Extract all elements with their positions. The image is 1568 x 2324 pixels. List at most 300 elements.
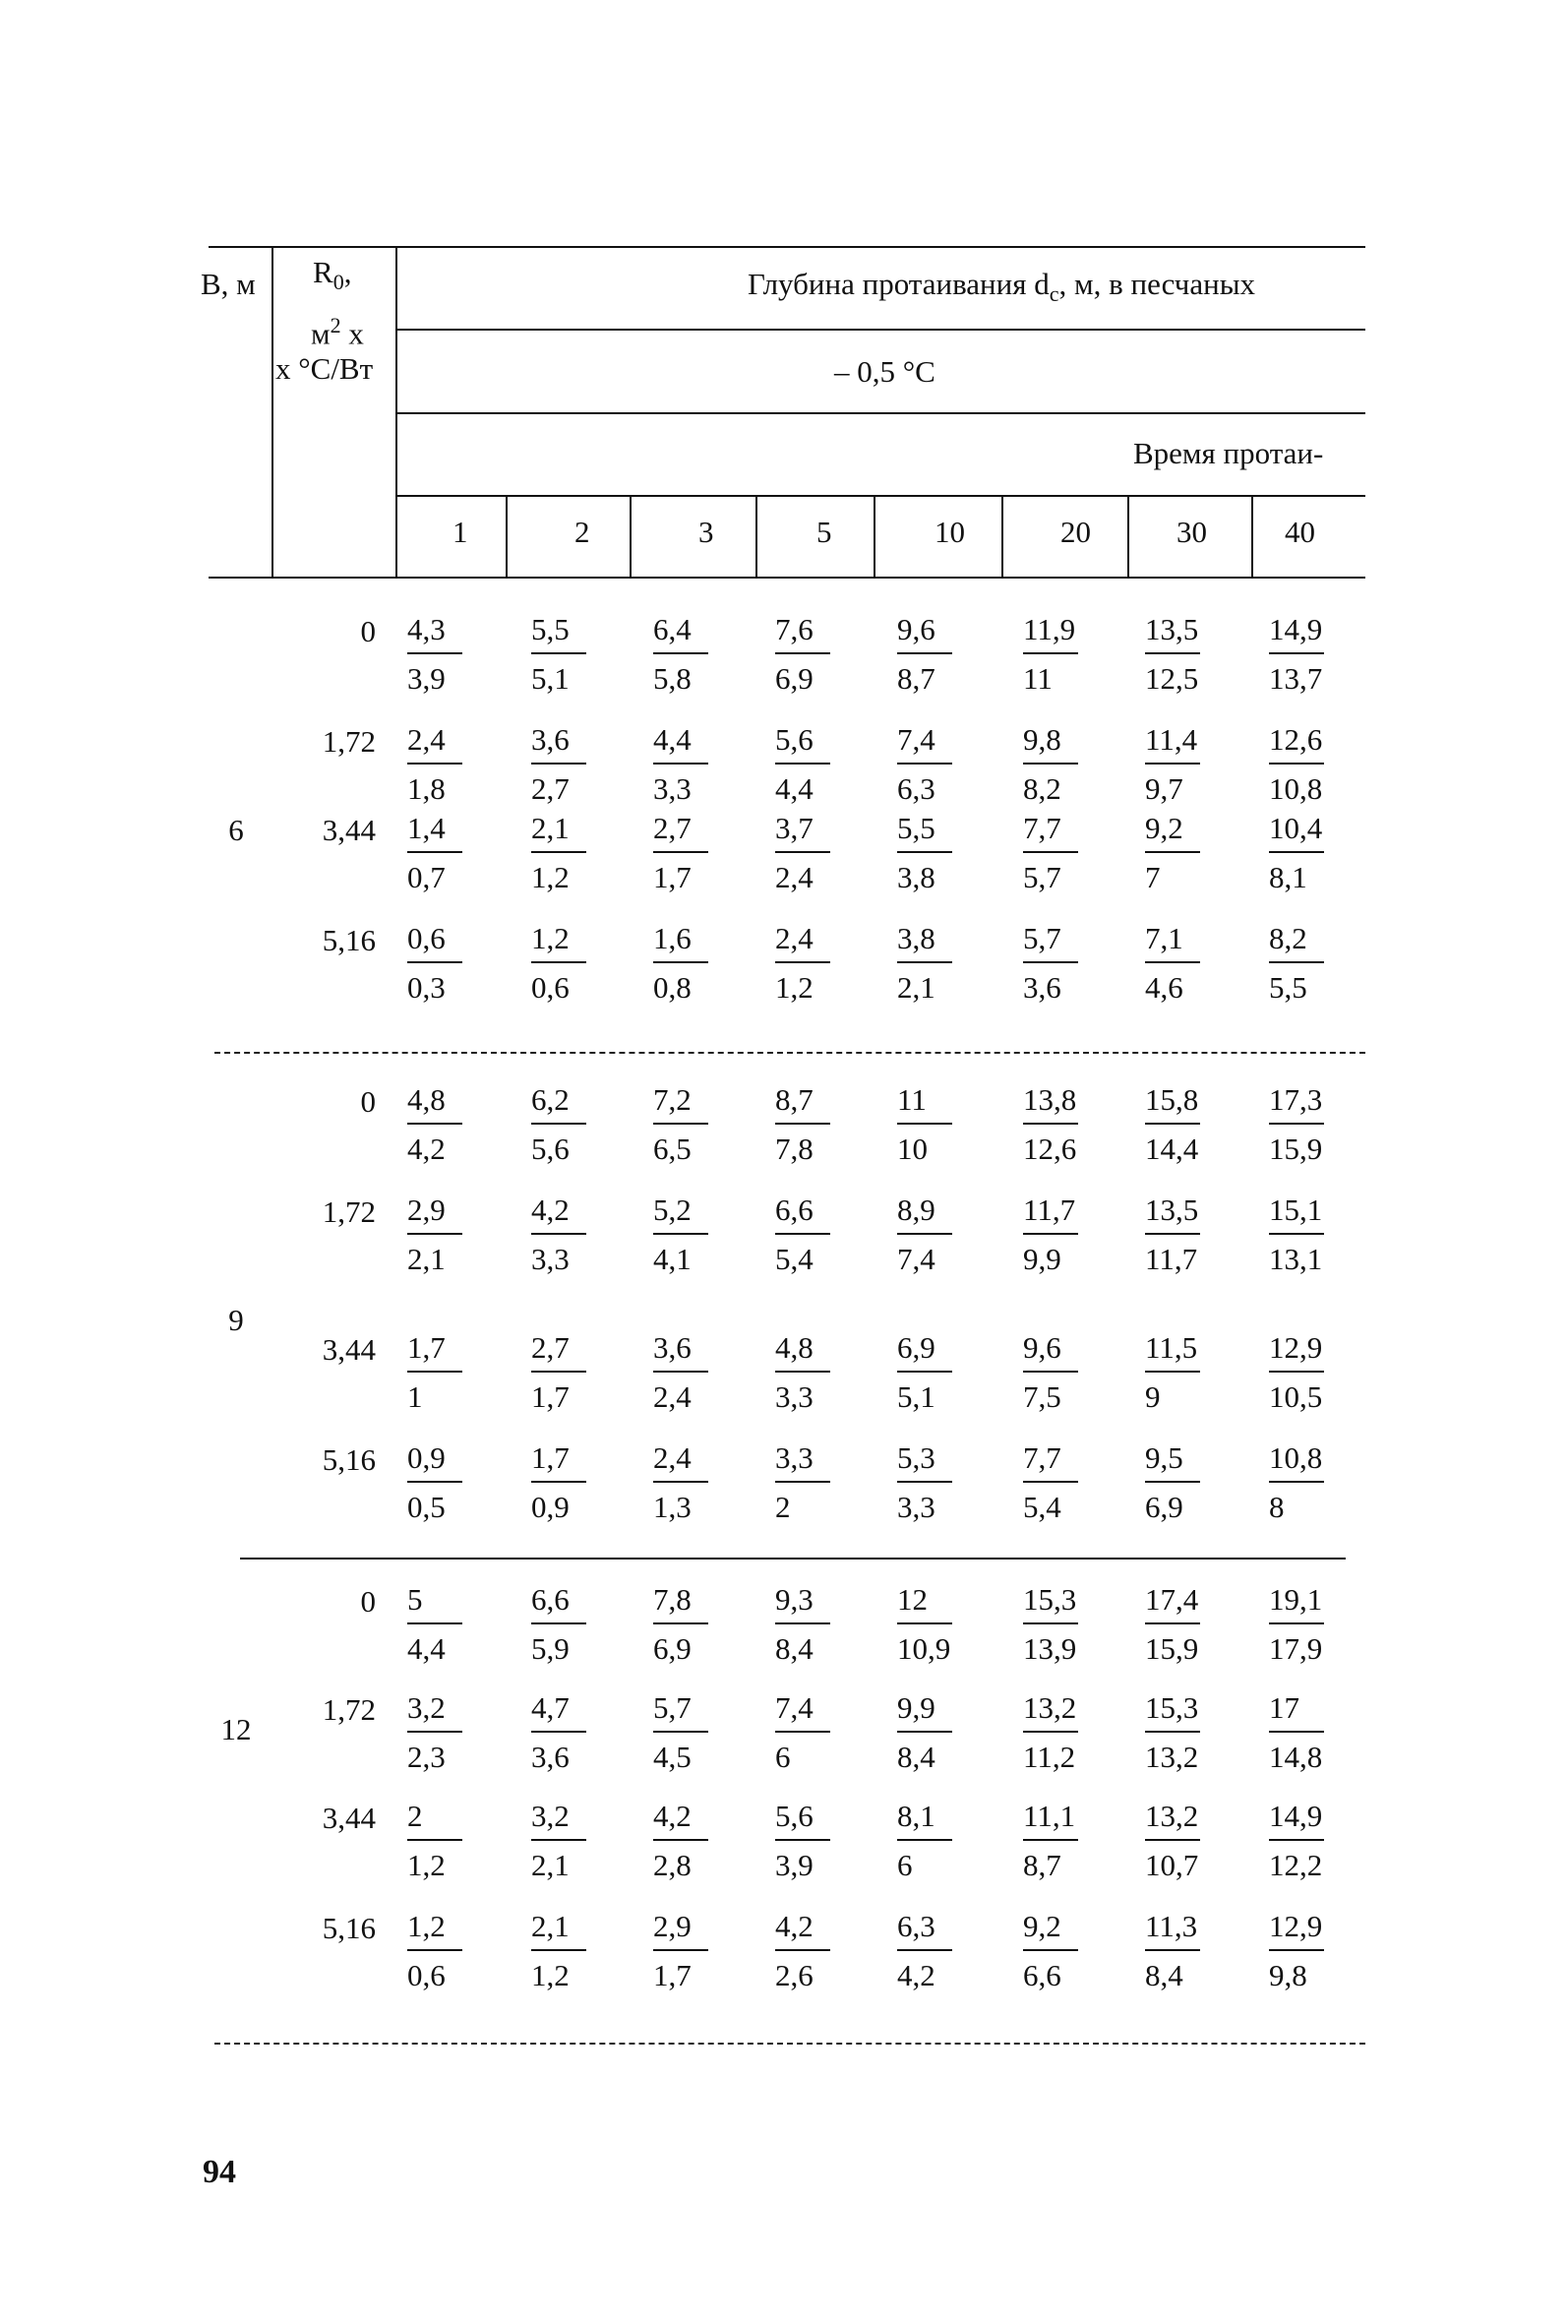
fraction-bar <box>653 1481 708 1483</box>
row-r-label: 3,44 <box>322 1801 376 1835</box>
group-separator-2 <box>240 1558 1346 1560</box>
fraction-denominator: 8,4 <box>1145 1958 1183 1992</box>
fraction-bar <box>531 1481 586 1483</box>
fraction-denominator: 2,7 <box>531 771 570 806</box>
fraction-numerator: 4,2 <box>531 1193 570 1227</box>
fraction-numerator: 7,1 <box>1145 921 1183 955</box>
fraction-cell <box>897 1330 960 1414</box>
fraction-numerator: 6,6 <box>775 1193 814 1227</box>
fraction-numerator: 5,7 <box>1023 921 1061 955</box>
time-divider-1 <box>506 495 508 579</box>
fraction-bar <box>653 851 708 853</box>
fraction-denominator: 6,9 <box>653 1631 692 1666</box>
fraction-denominator: 1 <box>407 1379 423 1414</box>
fraction-denominator: 3,8 <box>897 860 935 894</box>
fraction-numerator: 6,6 <box>531 1582 570 1617</box>
fraction-denominator: 15,9 <box>1145 1631 1199 1666</box>
fraction-numerator: 3,3 <box>775 1440 814 1475</box>
fraction-numerator: 6,3 <box>897 1909 935 1943</box>
fraction-numerator: 12 <box>897 1582 928 1617</box>
fraction-cell <box>775 921 838 1005</box>
fraction-numerator: 17,3 <box>1269 1082 1323 1117</box>
fraction-cell <box>407 722 470 806</box>
fraction-denominator: 8,7 <box>897 661 935 696</box>
fraction-numerator: 9,6 <box>897 612 935 646</box>
fraction-cell <box>407 1690 470 1774</box>
fraction-numerator: 7,8 <box>653 1582 692 1617</box>
row-r-label: 1,72 <box>322 1692 376 1727</box>
fraction-cell <box>897 1582 960 1666</box>
fraction-numerator: 5,6 <box>775 722 814 757</box>
fraction-denominator: 1,7 <box>653 860 692 894</box>
fraction-denominator: 13,9 <box>1023 1631 1077 1666</box>
fraction-numerator: 2,4 <box>775 921 814 955</box>
fraction-numerator: 8,9 <box>897 1193 935 1227</box>
fraction-denominator: 5,9 <box>531 1631 570 1666</box>
fraction-denominator: 7,4 <box>897 1242 935 1276</box>
fraction-cell <box>1145 1082 1208 1166</box>
fraction-numerator: 1,7 <box>407 1330 446 1365</box>
fraction-numerator: 15,3 <box>1023 1582 1077 1617</box>
fraction-cell <box>775 1082 838 1166</box>
fraction-bar <box>407 763 462 764</box>
row-r-label: 1,72 <box>322 1194 376 1229</box>
fraction-bar <box>897 763 952 764</box>
fraction-denominator: 9,8 <box>1269 1958 1307 1992</box>
fraction-denominator: 0,7 <box>407 860 446 894</box>
fraction-denominator: 12,5 <box>1145 661 1199 696</box>
fraction-cell <box>407 1193 470 1276</box>
fraction-bar <box>531 961 586 963</box>
fraction-denominator: 2,3 <box>407 1740 446 1774</box>
fraction-denominator: 9,9 <box>1023 1242 1061 1276</box>
fraction-numerator: 3,6 <box>653 1330 692 1365</box>
fraction-bar <box>1023 961 1078 963</box>
fraction-numerator: 8,7 <box>775 1082 814 1117</box>
fraction-numerator: 8,1 <box>897 1799 935 1833</box>
fraction-denominator: 8,2 <box>1023 771 1061 806</box>
fraction-numerator: 17 <box>1269 1690 1299 1725</box>
fraction-cell <box>897 612 960 696</box>
fraction-cell <box>1023 1193 1086 1276</box>
fraction-numerator: 0,9 <box>407 1440 446 1475</box>
fraction-cell <box>1145 1193 1208 1276</box>
fraction-bar <box>531 1622 586 1624</box>
page-number: 94 <box>203 2154 236 2190</box>
fraction-bar <box>653 652 708 654</box>
time-divider-7 <box>1251 495 1253 579</box>
fraction-cell <box>1269 1440 1332 1524</box>
fraction-cell <box>897 1440 960 1524</box>
fraction-denominator: 8,4 <box>775 1631 814 1666</box>
r-subscript: 0 <box>332 270 344 295</box>
fraction-cell <box>1269 1330 1332 1414</box>
table-title-subscript: с <box>1049 281 1059 307</box>
fraction-denominator: 1,7 <box>531 1379 570 1414</box>
fraction-cell <box>531 1440 594 1524</box>
fraction-denominator: 17,9 <box>1269 1631 1323 1666</box>
fraction-cell <box>1023 1082 1086 1166</box>
fraction-denominator: 1,2 <box>407 1848 446 1882</box>
fraction-denominator: 2 <box>775 1490 791 1524</box>
fraction-bar <box>775 851 830 853</box>
fraction-cell <box>1145 1440 1208 1524</box>
r-unit-m: м <box>311 316 331 351</box>
fraction-bar <box>1023 1731 1078 1733</box>
fraction-numerator: 3,8 <box>897 921 935 955</box>
fraction-bar <box>1145 1481 1200 1483</box>
fraction-bar <box>1145 1949 1200 1951</box>
fraction-cell <box>531 1193 594 1276</box>
fraction-cell <box>531 1690 594 1774</box>
fraction-cell <box>897 722 960 806</box>
fraction-bar <box>897 1839 952 1841</box>
fraction-bar <box>407 1123 462 1125</box>
fraction-numerator: 7,6 <box>775 612 814 646</box>
fraction-cell <box>897 1909 960 1992</box>
fraction-cell <box>775 1582 838 1666</box>
fraction-cell <box>407 921 470 1005</box>
fraction-bar <box>1023 763 1078 764</box>
fraction-cell <box>1269 1582 1332 1666</box>
fraction-denominator: 10,5 <box>1269 1379 1323 1414</box>
fraction-bar <box>1269 763 1324 764</box>
fraction-bar <box>897 851 952 853</box>
time-divider-2 <box>630 495 632 579</box>
fraction-denominator: 6,3 <box>897 771 935 806</box>
fraction-cell <box>775 1909 838 1992</box>
fraction-denominator: 11 <box>1023 661 1053 696</box>
fraction-bar <box>653 763 708 764</box>
header-divider-r <box>395 246 397 579</box>
fraction-numerator: 15,1 <box>1269 1193 1323 1227</box>
fraction-cell <box>407 612 470 696</box>
fraction-bar <box>897 1622 952 1624</box>
fraction-cell <box>1269 1193 1332 1276</box>
fraction-cell <box>1145 921 1208 1005</box>
fraction-numerator: 11,4 <box>1145 722 1198 757</box>
fraction-numerator: 11,1 <box>1023 1799 1076 1833</box>
fraction-bar <box>407 851 462 853</box>
fraction-cell <box>775 612 838 696</box>
fraction-denominator: 2,8 <box>653 1848 692 1882</box>
row-r-label: 0 <box>360 1084 376 1119</box>
fraction-cell <box>531 921 594 1005</box>
fraction-cell <box>897 1690 960 1774</box>
fraction-denominator: 6,9 <box>775 661 814 696</box>
fraction-cell <box>653 1082 716 1166</box>
fraction-numerator: 9,2 <box>1023 1909 1061 1943</box>
fraction-bar <box>653 1839 708 1841</box>
fraction-bar <box>407 1233 462 1235</box>
fraction-numerator: 5,5 <box>531 612 570 646</box>
fraction-bar <box>775 1949 830 1951</box>
fraction-denominator: 15,9 <box>1269 1131 1323 1166</box>
fraction-cell <box>653 1330 716 1414</box>
fraction-denominator: 13,1 <box>1269 1242 1323 1276</box>
fraction-cell <box>653 722 716 806</box>
fraction-numerator: 5,7 <box>653 1690 692 1725</box>
fraction-denominator: 5,1 <box>531 661 570 696</box>
fraction-denominator: 8,4 <box>897 1740 935 1774</box>
fraction-bar <box>775 1371 830 1373</box>
fraction-bar <box>407 1371 462 1373</box>
fraction-denominator: 3,6 <box>531 1740 570 1774</box>
fraction-numerator: 14,9 <box>1269 1799 1323 1833</box>
fraction-cell <box>1145 811 1208 894</box>
fraction-cell <box>653 612 716 696</box>
fraction-cell <box>1145 1330 1208 1414</box>
fraction-denominator: 5,7 <box>1023 860 1061 894</box>
fraction-bar <box>1023 1839 1078 1841</box>
time-col-3: 3 <box>698 515 714 549</box>
fraction-denominator: 4,2 <box>407 1131 446 1166</box>
fraction-bar <box>1269 1371 1324 1373</box>
fraction-cell <box>407 1082 470 1166</box>
fraction-denominator: 0,8 <box>653 970 692 1005</box>
fraction-bar <box>653 1123 708 1125</box>
time-divider-3 <box>755 495 757 579</box>
fraction-bar <box>1269 1731 1324 1733</box>
fraction-numerator: 1,2 <box>531 921 570 955</box>
fraction-bar <box>1269 1949 1324 1951</box>
fraction-cell <box>1023 722 1086 806</box>
fraction-denominator: 0,6 <box>407 1958 446 1992</box>
fraction-cell <box>775 1799 838 1882</box>
fraction-denominator: 2,4 <box>775 860 814 894</box>
fraction-bar <box>531 1233 586 1235</box>
header-divider-b <box>271 246 273 579</box>
fraction-cell <box>1269 1690 1332 1774</box>
fraction-denominator: 4,4 <box>775 771 814 806</box>
fraction-numerator: 2,4 <box>653 1440 692 1475</box>
fraction-denominator: 1,2 <box>775 970 814 1005</box>
header-rule-time <box>397 495 1365 497</box>
fraction-numerator: 19,1 <box>1269 1582 1323 1617</box>
fraction-cell <box>1269 1909 1332 1992</box>
fraction-denominator: 12,2 <box>1269 1848 1323 1882</box>
fraction-numerator: 4,2 <box>653 1799 692 1833</box>
row-r-label: 3,44 <box>322 813 376 847</box>
fraction-cell <box>1023 1582 1086 1666</box>
fraction-cell <box>1269 612 1332 696</box>
fraction-denominator: 10 <box>897 1131 928 1166</box>
fraction-bar <box>1145 763 1200 764</box>
fraction-numerator: 2 <box>407 1799 423 1833</box>
fraction-cell <box>775 722 838 806</box>
fraction-denominator: 11,7 <box>1145 1242 1198 1276</box>
fraction-bar <box>653 1949 708 1951</box>
fraction-denominator: 10,7 <box>1145 1848 1199 1882</box>
fraction-cell <box>1023 1909 1086 1992</box>
row-r-label: 0 <box>360 614 376 648</box>
fraction-denominator: 11,2 <box>1023 1740 1076 1774</box>
fraction-bar <box>775 763 830 764</box>
column-header-b: В, м <box>201 267 256 301</box>
fraction-cell <box>1023 1440 1086 1524</box>
fraction-numerator: 9,5 <box>1145 1440 1183 1475</box>
row-r-label: 5,16 <box>322 923 376 957</box>
fraction-denominator: 0,6 <box>531 970 570 1005</box>
time-col-5: 5 <box>816 515 832 549</box>
fraction-cell <box>653 1799 716 1882</box>
fraction-bar <box>1269 1839 1324 1841</box>
fraction-bar <box>1145 652 1200 654</box>
fraction-denominator: 1,7 <box>653 1958 692 1992</box>
time-col-40: 40 <box>1285 515 1315 549</box>
fraction-numerator: 13,2 <box>1023 1690 1077 1725</box>
fraction-numerator: 4,4 <box>653 722 692 757</box>
fraction-cell <box>1023 1330 1086 1414</box>
fraction-denominator: 7,8 <box>775 1131 814 1166</box>
fraction-numerator: 9,8 <box>1023 722 1061 757</box>
fraction-cell <box>653 1909 716 1992</box>
fraction-denominator: 3,3 <box>775 1379 814 1414</box>
fraction-bar <box>775 1622 830 1624</box>
fraction-cell <box>1023 811 1086 894</box>
fraction-bar <box>653 1731 708 1733</box>
fraction-denominator: 3,3 <box>897 1490 935 1524</box>
fraction-bar <box>897 1233 952 1235</box>
fraction-bar <box>1145 851 1200 853</box>
fraction-bar <box>653 1371 708 1373</box>
fraction-denominator: 2,6 <box>775 1958 814 1992</box>
fraction-numerator: 1,4 <box>407 811 446 845</box>
fraction-bar <box>1269 652 1324 654</box>
fraction-bar <box>531 1371 586 1373</box>
fraction-bar <box>1269 1123 1324 1125</box>
fraction-cell <box>653 1440 716 1524</box>
fraction-numerator: 12,9 <box>1269 1909 1323 1943</box>
fraction-cell <box>1023 921 1086 1005</box>
fraction-numerator: 3,7 <box>775 811 814 845</box>
fraction-denominator: 7,5 <box>1023 1379 1061 1414</box>
fraction-denominator: 6 <box>897 1848 913 1882</box>
fraction-denominator: 2,1 <box>531 1848 570 1882</box>
fraction-cell <box>407 1440 470 1524</box>
fraction-bar <box>1145 1371 1200 1373</box>
fraction-numerator: 4,7 <box>531 1690 570 1725</box>
fraction-bar <box>531 851 586 853</box>
fraction-numerator: 11,7 <box>1023 1193 1076 1227</box>
fraction-numerator: 7,4 <box>775 1690 814 1725</box>
fraction-numerator: 6,9 <box>897 1330 935 1365</box>
fraction-bar <box>775 652 830 654</box>
fraction-numerator: 9,3 <box>775 1582 814 1617</box>
fraction-numerator: 12,9 <box>1269 1330 1323 1365</box>
fraction-denominator: 13,7 <box>1269 661 1323 696</box>
fraction-numerator: 5 <box>407 1582 423 1617</box>
fraction-cell <box>531 612 594 696</box>
row-r-label: 1,72 <box>322 724 376 759</box>
r-unit-superscript: 2 <box>330 313 341 337</box>
fraction-denominator: 6,9 <box>1145 1490 1183 1524</box>
fraction-cell <box>897 1193 960 1276</box>
fraction-bar <box>1023 1371 1078 1373</box>
fraction-denominator: 4,6 <box>1145 970 1183 1005</box>
fraction-denominator: 1,3 <box>653 1490 692 1524</box>
fraction-denominator: 14,4 <box>1145 1131 1199 1166</box>
fraction-bar <box>1269 1481 1324 1483</box>
fraction-bar <box>1145 1233 1200 1235</box>
fraction-bar <box>897 1949 952 1951</box>
row-r-label: 5,16 <box>322 1442 376 1477</box>
fraction-numerator: 2,1 <box>531 811 570 845</box>
fraction-denominator: 10,8 <box>1269 771 1323 806</box>
fraction-cell <box>1145 1799 1208 1882</box>
fraction-bar <box>407 1622 462 1624</box>
fraction-numerator: 6,2 <box>531 1082 570 1117</box>
fraction-denominator: 8,1 <box>1269 860 1307 894</box>
fraction-bar <box>1145 961 1200 963</box>
fraction-bar <box>775 1123 830 1125</box>
fraction-cell <box>407 1330 470 1414</box>
fraction-bar <box>653 1622 708 1624</box>
fraction-bar <box>653 961 708 963</box>
fraction-numerator: 3,2 <box>407 1690 446 1725</box>
fraction-numerator: 17,4 <box>1145 1582 1199 1617</box>
fraction-bar <box>1269 961 1324 963</box>
fraction-denominator: 9,7 <box>1145 771 1183 806</box>
fraction-denominator: 8,7 <box>1023 1848 1061 1882</box>
fraction-numerator: 13,2 <box>1145 1799 1199 1833</box>
time-divider-6 <box>1127 495 1129 579</box>
fraction-cell <box>531 1330 594 1414</box>
fraction-denominator: 6,5 <box>653 1131 692 1166</box>
fraction-cell <box>775 1193 838 1276</box>
fraction-numerator: 7,2 <box>653 1082 692 1117</box>
fraction-cell <box>653 1690 716 1774</box>
fraction-numerator: 13,5 <box>1145 612 1199 646</box>
fraction-denominator: 2,1 <box>407 1242 446 1276</box>
fraction-cell <box>1269 722 1332 806</box>
fraction-denominator: 3,9 <box>775 1848 814 1882</box>
fraction-denominator: 1,2 <box>531 860 570 894</box>
time-divider-4 <box>874 495 875 579</box>
time-label: Время протаи- <box>1133 436 1324 470</box>
fraction-numerator: 13,8 <box>1023 1082 1077 1117</box>
fraction-denominator: 5,8 <box>653 661 692 696</box>
fraction-bar <box>775 1731 830 1733</box>
fraction-bar <box>1145 1123 1200 1125</box>
fraction-cell <box>1023 612 1086 696</box>
fraction-numerator: 11,9 <box>1023 612 1076 646</box>
fraction-numerator: 5,6 <box>775 1799 814 1833</box>
fraction-denominator: 9 <box>1145 1379 1161 1414</box>
fraction-numerator: 10,8 <box>1269 1440 1323 1475</box>
fraction-numerator: 7,4 <box>897 722 935 757</box>
fraction-denominator: 3,3 <box>653 771 692 806</box>
time-col-20: 20 <box>1060 515 1091 549</box>
fraction-numerator: 2,9 <box>653 1909 692 1943</box>
fraction-denominator: 1,8 <box>407 771 446 806</box>
time-col-30: 30 <box>1176 515 1207 549</box>
fraction-bar <box>1023 652 1078 654</box>
fraction-cell <box>531 1082 594 1166</box>
fraction-numerator: 15,8 <box>1145 1082 1199 1117</box>
fraction-cell <box>1269 811 1332 894</box>
fraction-numerator: 6,4 <box>653 612 692 646</box>
column-header-r-line3: х °С/Вт <box>275 351 374 386</box>
fraction-bar <box>1023 851 1078 853</box>
fraction-numerator: 4,2 <box>775 1909 814 1943</box>
fraction-denominator: 12,6 <box>1023 1131 1077 1166</box>
fraction-numerator: 5,3 <box>897 1440 935 1475</box>
fraction-bar <box>1145 1839 1200 1841</box>
header-bottom-rule <box>209 577 1365 579</box>
fraction-denominator: 3,3 <box>531 1242 570 1276</box>
fraction-cell <box>1269 1082 1332 1166</box>
